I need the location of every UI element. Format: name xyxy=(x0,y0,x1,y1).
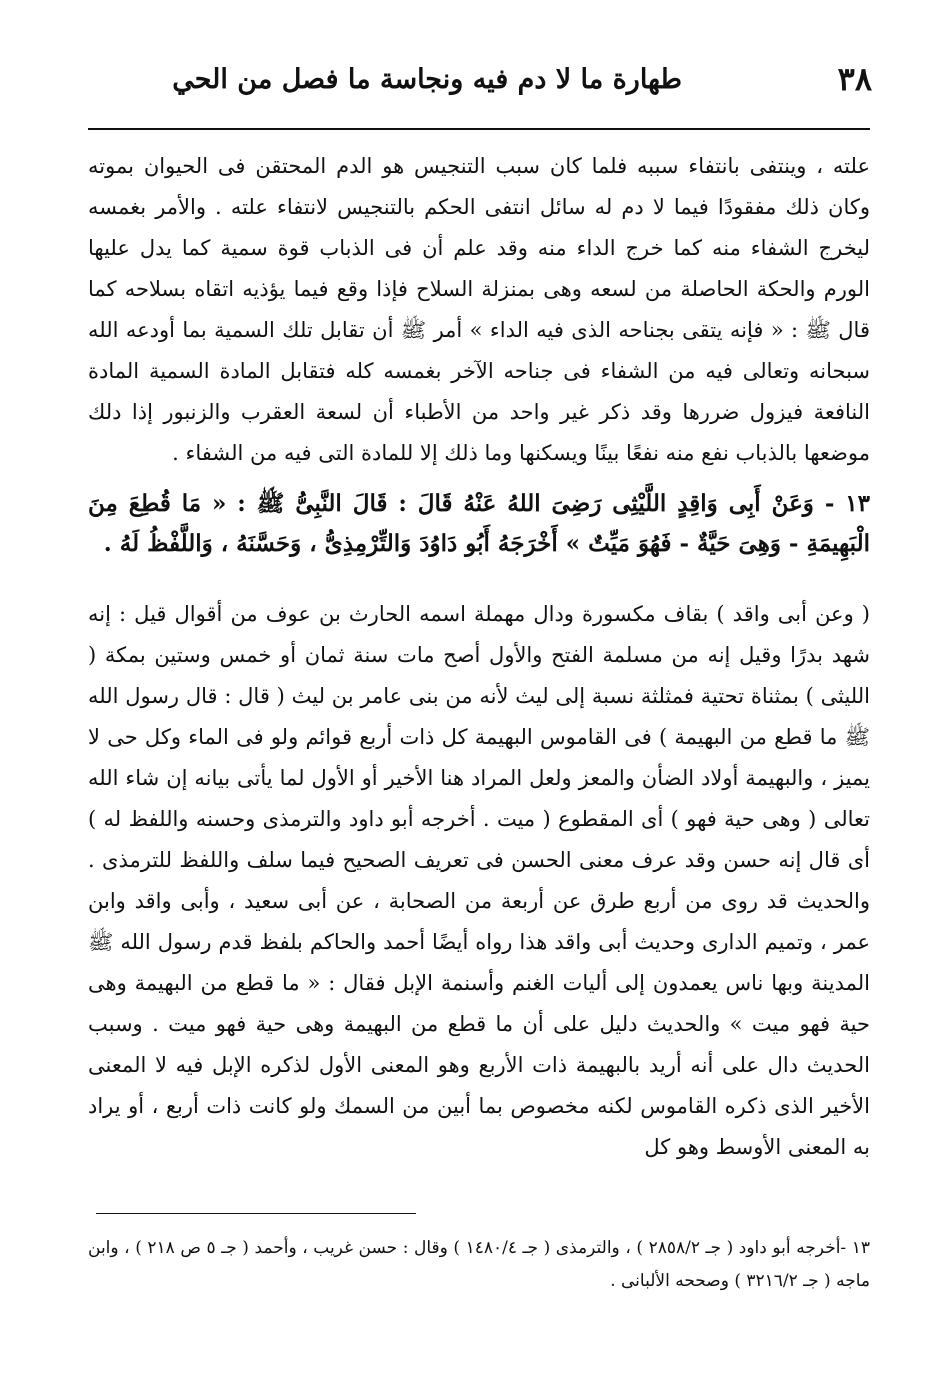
commentary-paragraph: علته ، وينتفى بانتفاء سببه فلما كان سبب التنجيس هو الدم المحتقن فى الحيوان بموته وكان ذلك مفقودًا فيما لا دم له سائل انتفى الحكم بالتنجيس لانتفاء علته . والأمر بغمسه ليخرج الشفاء منه كما خرج الداء منه وقد علم أن فى الذباب قوة سمية كما يدل عليها الورم والحكة الحاصلة من لسعه وهى بمنزلة السلاح فإذا وقع فيما يؤذيه اتقاه بسلاحه كما قال ﷺ : « فإنه يتقى بجناحه الذى فيه الداء » أمر ﷺ أن تقابل تلك السمية بما أودعه الله سبحانه وتعالى فيه من الشفاء فى جناحه الآخر بغمسه كله فتقابل المادة السمية المادة النافعة فيزول ضررها وقد ذكر غير واحد من الأطباء أن لسعة العقرب والزنبور إذا دلك موضعها بالذباب نفع منه نفعًا بينًا ويسكنها وما ذلك إلا للمادة التى فيه من الشفاء . xyxy=(88,154,870,465)
main-text xyxy=(88,146,870,1168)
footnote: ١٣ -أخرجه أبو داود ( جـ ٢٨٥٨/٢ ) ، والترمذى ( جـ ١٤٨٠/٤ ) وقال : حسن غريب ، وأحمد ( جـ ٥ ص ٢١٨ ) ، وابن ماجه ( جـ ٣٢١٦/٢ ) وصححه الألبانى . xyxy=(88,1238,870,1291)
commentary-paragraph: ( وعن أبى واقد ) بقاف مكسورة ودال مهملة اسمه الحارث بن عوف من أقوال قيل : إنه شهد بدرًا وقيل إنه من مسلمة الفتح والأول أصح مات سنة ثمان أو خمس وستين بمكة ( الليثى ) بمثناة تحتية فمثلثة نسبة إلى ليث لأنه من بنى عامر بن ليث ( قال : قال رسول الله ﷺ ما قطع من البهيمة ) فى القاموس البهيمة كل ذات أربع قوائم ولو فى الماء وكل حى لا يميز ، والبهيمة أولاد الضأن والمعز ولعل المراد هنا الأخير أو الأول لما يأتى بيانه إن شاء الله تعالى ( وهى حية فهو ) أى المقطوع ( ميت . أخرجه أبو داود والترمذى وحسنه واللفظ له ) أى قال إنه حسن وقد عرف معنى الحسن فى تعريف الصحيح فيما سلف واللفظ للترمذى . والحديث قد روى من أربع طرق عن أربعة من الصحابة ، عن أبى سعيد ، وأبى واقد وابن عمر ، وتميم الدارى وحديث أبى واقد هذا رواه أيضًا أحمد والحاكم بلفظ قدم رسول الله ﷺ المدينة وبها ناس يعمدون إلى أليات الغنم وأسنمة الإبل فقال : « ما قطع من البهيمة وهى حية فهو ميت » والحديث دليل على أن ما قطع من البهيمة وهى حية فهو ميت . وسبب الحديث دال على أنه أريد بالبهيمة ذات الأربع وهو المعنى الأول لذكره الإبل فيه لا المعنى الأخير الذى ذكره القاموس لكنه مخصوص بما أبين من السمك ولو كانت ذات أربع ، أو يراد به المعنى الأوسط وهو كل xyxy=(88,602,870,1159)
page-header xyxy=(88,58,872,118)
page-number: ٣٨ xyxy=(837,60,872,98)
spacer xyxy=(88,564,870,594)
running-title: طهارة ما لا دم فيه ونجاسة ما فصل من الحي xyxy=(172,64,682,95)
footnote-divider xyxy=(96,1213,416,1214)
hadith-text: ١٣ - وَعَنْ أَبِى وَاقِدٍ اللَّيْثِى رَضِىَ اللهُ عَنْهُ قَالَ : قَالَ النَّبِىُّ ﷺ : « مَا قُطِعَ مِنَ الْبَهِيمَةِ - وَهِىَ حَيَّةٌ - فَهُوَ مَيِّتٌ » أَخْرَجَهُ أَبُو دَاوُدَ وَالتِّرْمِذِىُّ ، وَحَسَّنَهُ ، وَاللَّفْظُ لَهُ . xyxy=(88,490,870,557)
header-divider xyxy=(88,128,870,130)
